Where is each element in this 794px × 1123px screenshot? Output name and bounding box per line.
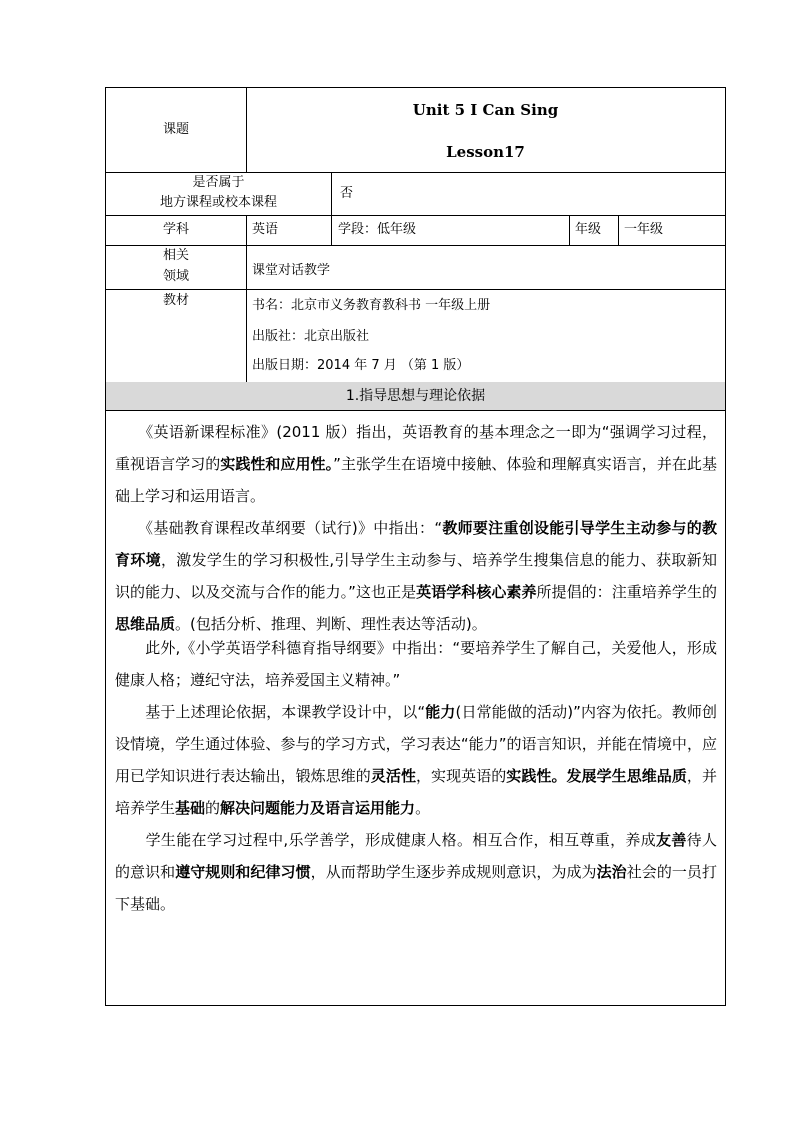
- paragraph-reform-outline: [115, 512, 717, 640]
- emphasis-text: 实践性。发展学生思维品质: [506, 767, 687, 785]
- paragraph-text: 的: [205, 799, 221, 817]
- paragraph-text: 。(包括分析、推理、判断、理性表达等活动)。: [175, 615, 487, 633]
- emphasis-text: 能力: [425, 703, 456, 721]
- emphasis-text: 思维品质: [115, 615, 176, 633]
- row-divider: [106, 410, 725, 411]
- publisher: 出版社：北京出版社: [252, 329, 370, 344]
- col-divider: [246, 215, 247, 382]
- subject-value: 英语: [252, 222, 279, 237]
- publish-date: 出版日期：2014 年 7 月 （第 1 版）: [252, 358, 470, 373]
- paragraph-text: 基于上述理论依据，本课教学设计中，以“: [145, 703, 426, 721]
- paragraph-text: 《基础教育课程改革纲要（试行)》中指出：“: [145, 519, 443, 537]
- col-divider: [331, 172, 332, 215]
- lesson-number-title: Lesson17: [446, 143, 525, 161]
- paragraph-text: 。: [415, 799, 431, 817]
- field-label-line2: 领域: [162, 269, 189, 284]
- local-course-value: 否: [340, 186, 354, 201]
- field-value: 课堂对话教学: [252, 263, 331, 278]
- col-divider: [569, 215, 570, 245]
- emphasis-text: 教师要注重创设能引导学生主动参与的教育环境: [115, 519, 717, 569]
- paragraph-curriculum-standard: [115, 416, 717, 512]
- paragraph-text: ”主张学生在语境中接触、体验和理解真实语言，并在此基础上学习和运用语言。: [115, 455, 717, 505]
- grade-label: 年级: [575, 222, 602, 237]
- emphasis-text: 英语学科核心素养: [416, 583, 537, 601]
- paragraph-text: 待人的意识和: [115, 831, 717, 881]
- section-title: 1.指导思想与理论依据: [345, 388, 486, 404]
- course-label: 课题: [162, 122, 189, 137]
- paragraph-text: ，实现英语的: [416, 767, 507, 785]
- grade-value: 一年级: [624, 222, 664, 237]
- paragraph-text: 社会的一员打下基础。: [115, 863, 717, 913]
- paragraph-text: ，激发学生的学习积极性,引导学生主动参与、培养学生搜集信息的能力、获取新知识的能力、以及交流与合作的能力。”这也正是: [115, 551, 717, 601]
- subject-label: 学科: [162, 222, 189, 237]
- row-divider: [106, 289, 725, 290]
- col-divider: [331, 215, 332, 245]
- col-divider: [618, 215, 619, 245]
- emphasis-text: 法治: [596, 863, 627, 881]
- paragraph-text: 所提倡的：注重培养学生的: [536, 583, 717, 601]
- emphasis-text: 实践性和应用性。: [220, 455, 334, 473]
- emphasis-text: 灵活性: [370, 767, 416, 785]
- paragraph-text: ，并培养学生: [115, 767, 717, 817]
- paragraph-text: 学生能在学习过程中,乐学善学，形成健康人格。相互合作，相互尊重，养成: [145, 831, 657, 849]
- paragraph-design-basis: [115, 696, 717, 824]
- lesson-plan-table: [105, 87, 726, 1006]
- emphasis-text: 遵守规则和纪律习惯: [175, 863, 311, 881]
- row-divider: [106, 172, 725, 173]
- emphasis-text: 友善: [656, 831, 687, 849]
- paragraph-text: ，从而帮助学生逐步养成规则意识，为成为: [310, 863, 597, 881]
- local-course-label-line2: 地方课程或校本课程: [159, 195, 277, 210]
- paragraph-text: 《英语新课程标准》(2011 版）指出，英语教育的基本理念之一即为“强调学习过程，重视语言学习的: [115, 423, 717, 473]
- lesson-unit-title: Unit 5 I Can Sing: [412, 101, 559, 119]
- book-name: 书名：北京市义务教育教科书 一年级上册: [252, 298, 491, 313]
- textbook-label: 教材: [162, 293, 189, 308]
- local-course-label-line1: 是否属于: [192, 175, 245, 190]
- paragraph-text: (日常能做的活动)”内容为依托。教师创设情境，学生通过体验、参与的学习方式，学习表达“能力”的语言知识，并能在情境中，应用已学知识进行表达输出，锻炼思维的: [115, 703, 717, 785]
- field-label-line1: 相关: [162, 248, 189, 263]
- paragraph-student-growth: [115, 824, 717, 920]
- paragraph-moral-guideline: [115, 632, 717, 696]
- stage-text: 学段：低年级: [338, 222, 417, 237]
- row-divider: [106, 245, 725, 246]
- paragraph-text: 此外,《小学英语学科德育指导纲要》中指出：“要培养学生了解自己，关爱他人，形成健康人格；遵纪守法，培养爱国主义精神。”: [115, 639, 717, 689]
- row-divider: [106, 215, 725, 216]
- emphasis-text: 基础: [175, 799, 206, 817]
- emphasis-text: 解决问题能力及语言运用能力: [220, 799, 416, 817]
